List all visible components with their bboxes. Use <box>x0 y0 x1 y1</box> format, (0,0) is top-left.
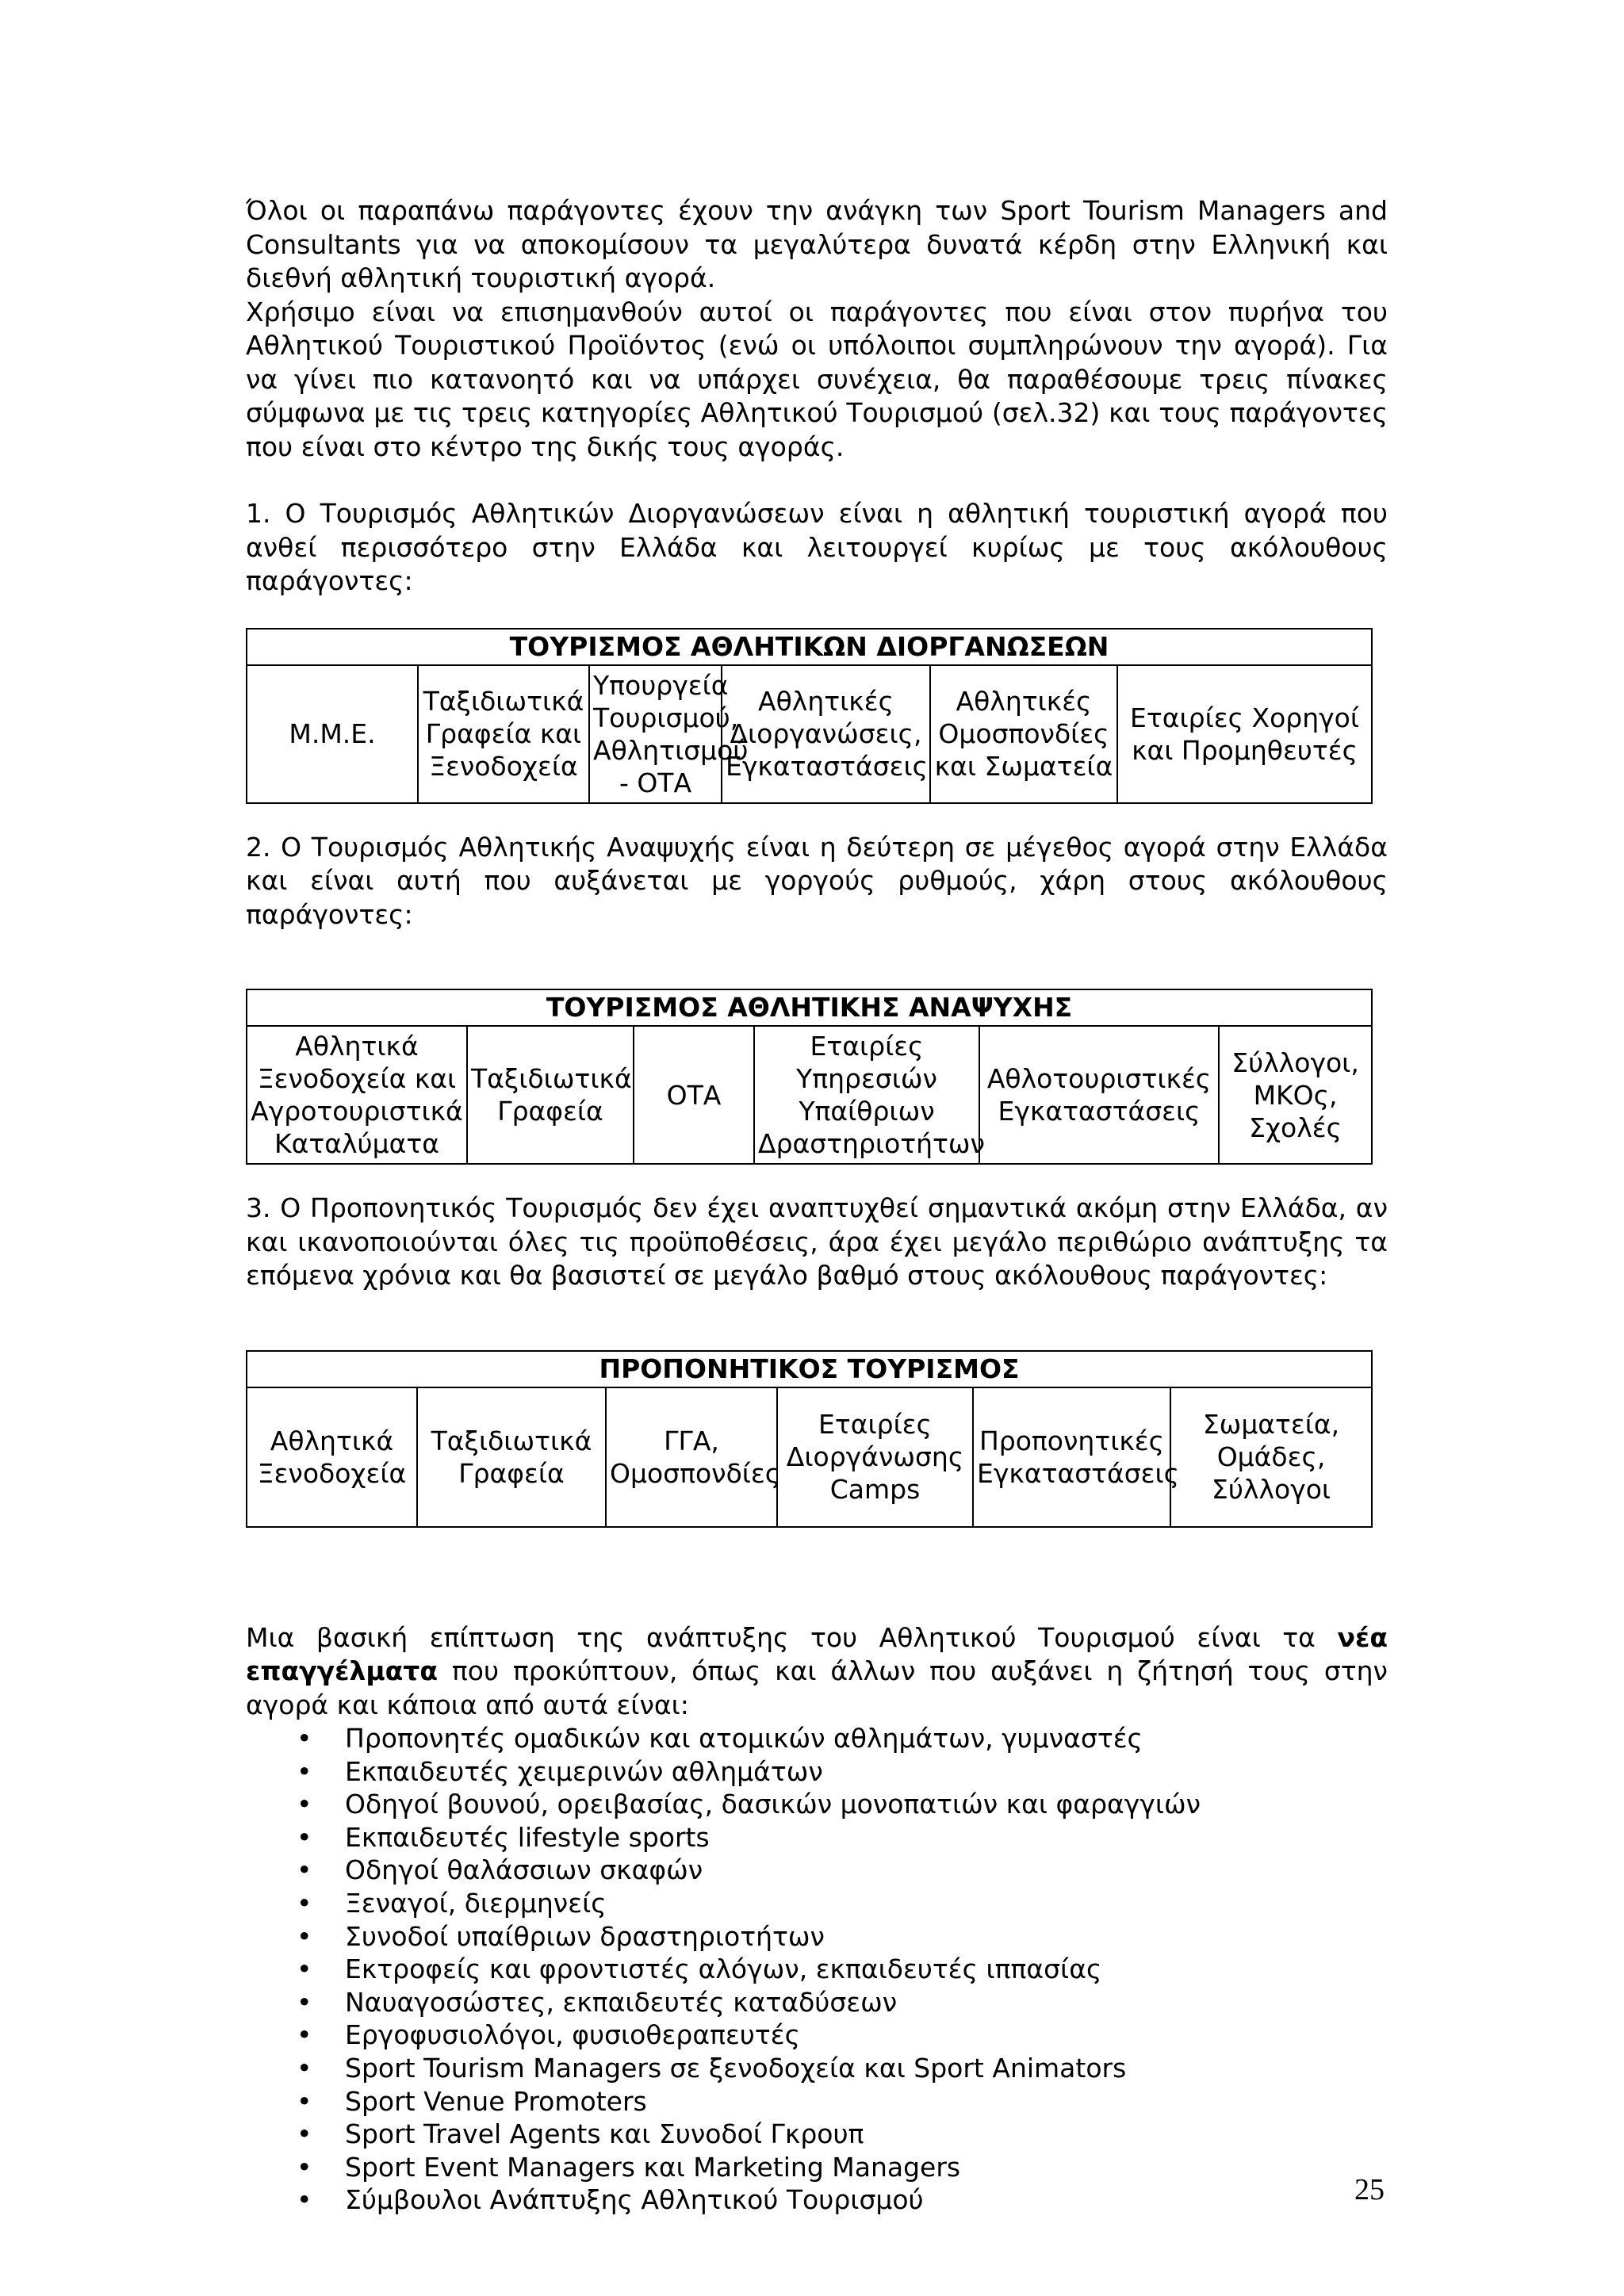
table-sport-recreation <box>246 989 1373 1165</box>
list-item <box>246 2183 1388 2217</box>
bullet-icon: • <box>297 2151 312 2183</box>
bullet-icon: • <box>297 1821 312 1853</box>
list-item-text: Sport Event Managers και Marketing Managers <box>345 2151 961 2183</box>
table-cell: Σωματεία, Ομάδες, Σύλλογοι <box>1170 1387 1372 1527</box>
list-item-text: Σύμβουλοι Ανάπτυξης Αθλητικού Τουρισμού <box>345 2184 924 2216</box>
list-item-text: Sport Tourism Managers σε ξενοδοχεία και Sport Animators <box>345 2052 1127 2084</box>
table-cell: Αθλοτουριστικές Εγκαταστάσεις <box>979 1026 1219 1164</box>
intro <box>246 194 1388 464</box>
conclusion-emphasis: νέα επαγγέλματα <box>246 1621 1388 1686</box>
list-item <box>246 1854 1388 1887</box>
table-cell: Εταιρίες Υπηρεσιών Υπαίθριων Δραστηριοτήτων <box>754 1026 979 1164</box>
list-item <box>246 1722 1388 1755</box>
bullet-icon: • <box>297 2184 312 2216</box>
table-training-tourism <box>246 1350 1373 1528</box>
table-cell: Αθλητικά Ξενοδοχεία και Αγροτουριστικά Καταλύματα <box>247 1026 467 1164</box>
bullet-icon: • <box>297 1755 312 1787</box>
list-item <box>246 1821 1388 1854</box>
table-cell: Αθλητικά Ξενοδοχεία <box>247 1387 417 1527</box>
table-cell: Ταξιδιωτικά Γραφεία και Ξενοδοχεία <box>418 665 589 803</box>
bullet-icon: • <box>297 1854 312 1886</box>
document-page <box>246 194 1388 2217</box>
table-cell: Μ.Μ.Ε. <box>247 665 418 803</box>
table-cell: ΟΤΑ <box>634 1026 754 1164</box>
list-item-text: Συνοδοί υπαίθριων δραστηριοτήτων <box>345 1920 825 1952</box>
bullet-icon: • <box>297 2118 312 2150</box>
bullet-icon: • <box>297 1920 312 1952</box>
table-cell: Αθλητικές Διοργανώσεις, Εγκαταστάσεις <box>722 665 930 803</box>
table-cell: Προπονητικές Εγκαταστάσεις <box>973 1387 1170 1527</box>
page-number: 25 <box>1354 2173 1385 2206</box>
list-item <box>246 2151 1388 2184</box>
list-item-text: Ξεναγοί, διερμηνείς <box>345 1887 607 1919</box>
list-item-text: Εργοφυσιολόγοι, φυσιοθεραπευτές <box>345 2019 800 2051</box>
list-item <box>246 2019 1388 2052</box>
table-cell: ΓΓΑ, Ομοσπονδίες <box>606 1387 777 1527</box>
section-2-text: 2. Ο Τουρισμός Αθλητικής Αναψυχής είναι η δεύτερη σε μέγεθος αγορά στην Ελλάδα και είναι αυτή που αυξάνεται με γοργούς ρυθμούς, χάρη στους ακόλουθους παράγοντες: <box>246 831 1388 930</box>
bullet-icon: • <box>297 2019 312 2051</box>
table-title: ΤΟΥΡΙΣΜΟΣ ΑΘΛΗΤΙΚΩΝ ΔΙΟΡΓΑΝΩΣΕΩΝ <box>247 629 1372 665</box>
bullet-icon: • <box>297 1954 312 1985</box>
list-item-text: Προπονητές ομαδικών και ατομικών αθλημάτων, γυμναστές <box>345 1723 1143 1754</box>
bullet-icon: • <box>297 1986 312 2018</box>
table-cell: Εταιρίες Διοργάνωσης Camps <box>777 1387 973 1527</box>
bullet-icon: • <box>297 2085 312 2117</box>
list-item <box>246 2085 1388 2118</box>
list-item-text: Εκτροφείς και φροντιστές αλόγων, εκπαιδευτές ιππασίας <box>345 1954 1102 1985</box>
list-item <box>246 1986 1388 2019</box>
conclusion-text-start: Μια βασική επίπτωση της ανάπτυξης του Αθλητικού Τουρισμού είναι τα <box>246 1621 1338 1653</box>
list-item-text: Ναυαγοσώστες, εκπαιδευτές καταδύσεων <box>345 1986 898 2018</box>
table-cell: Υπουργεία Τουρισμού, Αθλητισμού - ΟΤΑ <box>589 665 722 803</box>
list-item <box>246 1788 1388 1821</box>
list-item-text: Sport Travel Agents και Συνοδοί Γκρουπ <box>345 2118 864 2150</box>
list-item <box>246 1920 1388 1954</box>
bullet-icon: • <box>297 1789 312 1820</box>
intro-paragraph-2: Χρήσιμο είναι να επισημανθούν αυτοί οι παράγοντες που είναι στον πυρήνα του Αθλητικού Τουριστικού Προϊόντος (ενώ οι υπόλοιποι συμπληρώνουν την αγορά). Για να γίνει πιο κατανοητό και να υπάρχει συνέχεια, θα παραθέσουμε τρεις πίνακες σύμφωνα με τις τρεις κατηγορίες Αθλητικού Τουρισμού (σελ.32) και τους παράγοντες που είναι στο κέντρο της δικής τους αγοράς. <box>246 296 1388 462</box>
bullet-icon: • <box>297 1887 312 1919</box>
table-cell: Σύλλογοι, ΜΚΟς, Σχολές <box>1219 1026 1372 1164</box>
list-item-text: Εκπαιδευτές χειμερινών αθλημάτων <box>345 1755 823 1787</box>
table-cell: Ταξιδιωτικά Γραφεία <box>417 1387 606 1527</box>
table-cell: Ταξιδιωτικά Γραφεία <box>467 1026 634 1164</box>
section-3-text: 3. Ο Προπονητικός Τουρισμός δεν έχει αναπτυχθεί σημαντικά ακόμη στην Ελλάδα, αν και ικανοποιούνται όλες τις προϋποθέσεις, άρα έχει μεγάλο περιθώριο ανάπτυξης τα επόμενα χρόνια και θα βασιστεί σε μεγάλο βαθμό στους ακόλουθους παράγοντες: <box>246 1192 1388 1291</box>
table-cell: Αθλητικές Ομοσπονδίες και Σωματεία <box>930 665 1117 803</box>
bullet-icon: • <box>297 1723 312 1754</box>
conclusion-paragraph <box>246 1621 1388 1723</box>
list-item <box>246 1887 1388 1920</box>
list-item <box>246 2118 1388 2151</box>
list-item-text: Sport Venue Promoters <box>345 2085 647 2117</box>
list-item <box>246 1953 1388 1986</box>
section-1-text: 1. Ο Τουρισμός Αθλητικών Διοργανώσεων είναι η αθλητική τουριστική αγορά που ανθεί περισσότερο στην Ελλάδα και λειτουργεί κυρίως με τους ακόλουθους παράγοντες: <box>246 498 1388 596</box>
table-sport-events <box>246 628 1373 804</box>
table-title: ΠΡΟΠΟΝΗΤΙΚΟΣ ΤΟΥΡΙΣΜΟΣ <box>247 1351 1372 1387</box>
professions-list <box>246 1722 1388 2217</box>
conclusion-text-end: που προκύπτουν, όπως και άλλων που αυξάνει η ζήτησή τους στην αγορά και κάποια από αυτά είναι: <box>246 1655 1388 1720</box>
list-item-text: Οδηγοί θαλάσσιων σκαφών <box>345 1854 703 1886</box>
bullet-icon: • <box>297 2052 312 2084</box>
list-item <box>246 2052 1388 2085</box>
list-item <box>246 1755 1388 1789</box>
list-item-text: Οδηγοί βουνού, ορειβασίας, δασικών μονοπατιών και φαραγγιών <box>345 1789 1201 1820</box>
table-cell: Εταιρίες Χορηγοί και Προμηθευτές <box>1117 665 1372 803</box>
intro-paragraph-1: Όλοι οι παραπάνω παράγοντες έχουν την ανάγκη των Sport Tourism Managers and Consultants για να αποκομίσουν τα μεγαλύτερα δυνατά κέρδη στην Ελληνική και διεθνή αθλητική τουριστική αγορά. <box>246 195 1388 293</box>
list-item-text: Εκπαιδευτές lifestyle sports <box>345 1821 710 1853</box>
table-title: ΤΟΥΡΙΣΜΟΣ ΑΘΛΗΤΙΚΗΣ ΑΝΑΨΥΧΗΣ <box>247 989 1372 1026</box>
